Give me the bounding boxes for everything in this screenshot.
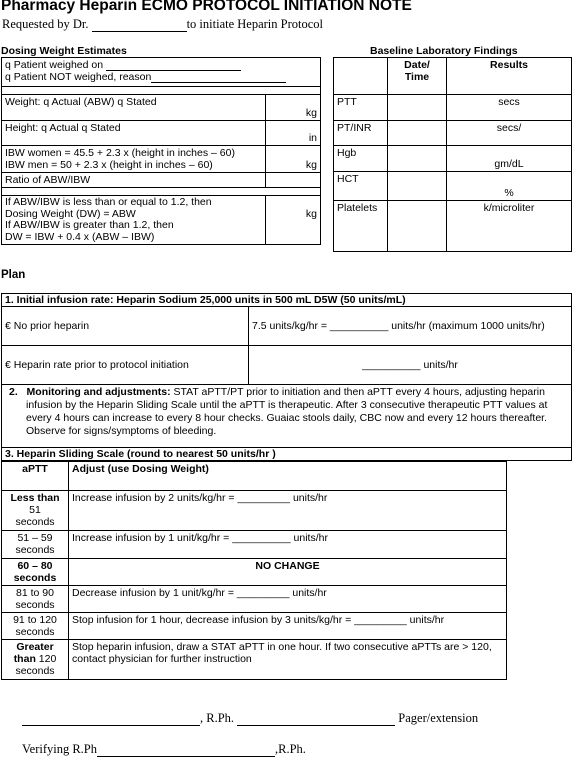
weight-unit: kg	[305, 107, 317, 119]
scale-aptt-cell: 81 to 90 seconds	[2, 586, 69, 613]
lab-name-ptinr: PT/INR	[334, 121, 388, 146]
sliding-scale-title: 3. Heparin Sliding Scale (round to nearest 50 units/hr )	[2, 448, 572, 461]
scale-adjust-cell[interactable]: Increase infusion by 2 units/kg/hr = _________ units/hr	[69, 491, 507, 531]
scale-adjust-cell[interactable]: Decrease infusion by 1 unit/kg/hr = _________ units/hr	[69, 586, 507, 613]
scale-adjust-cell: NO CHANGE	[69, 559, 507, 586]
initial-rate-title: 1. Initial infusion rate: Heparin Sodium 25,000 units in 500 mL D5W (50 units/mL)	[2, 294, 572, 307]
scale-aptt-cell: 60 – 80 seconds	[2, 559, 69, 586]
scale-adjust-header: Adjust (use Dosing Weight)	[69, 462, 507, 491]
ibw-women: IBW women = 45.5 + 2.3 x (height in inches – 60)	[5, 147, 235, 159]
ratio-field[interactable]	[266, 173, 321, 188]
lab-results-header: Results	[447, 58, 572, 95]
requested-by-label: Requested by Dr.	[2, 17, 89, 31]
ibw-field[interactable]	[266, 146, 321, 173]
plan-header: Plan	[1, 269, 26, 281]
lab-result-hgb[interactable]: gm/dL	[447, 146, 572, 172]
prior-heparin-rate[interactable]: __________ units/hr	[249, 346, 572, 385]
height-label: Height: q Actual q Stated	[2, 121, 266, 146]
scale-row	[2, 491, 507, 531]
plan-table	[1, 293, 572, 461]
verifying-label: Verifying R.Ph	[22, 742, 97, 756]
monitoring-title: Monitoring and adjustments:	[26, 386, 171, 398]
no-prior-heparin-option[interactable]: € No prior heparin	[2, 307, 249, 346]
scale-aptt-cell: 51 – 59 seconds	[2, 531, 69, 559]
requested-by-suffix: to initiate Heparin Protocol	[186, 17, 324, 31]
weighed-cell	[2, 58, 321, 87]
lab-result-hct[interactable]: %	[447, 172, 572, 201]
scale-aptt-header: aPTT	[2, 462, 69, 491]
ibw-unit: kg	[305, 159, 317, 171]
sliding-scale-table	[1, 461, 507, 680]
dosing-weight-header: Dosing Weight Estimates	[1, 45, 127, 57]
pager-label: Pager/extension	[398, 711, 479, 725]
lab-date-platelets[interactable]	[388, 201, 447, 252]
weight-label: Weight: q Actual (ABW) q Stated	[2, 95, 266, 121]
scale-adjust-cell[interactable]: Stop infusion for 1 hour, decrease infusion by 3 units/kg/hr = _________ units/hr	[69, 613, 507, 640]
pager-field[interactable]	[237, 713, 395, 726]
scale-aptt-cell: Less than 51 seconds	[2, 491, 69, 531]
no-prior-heparin-rate[interactable]: 7.5 units/kg/hr = __________ units/hr (maximum 1000 units/hr)	[249, 307, 572, 346]
monitoring-section	[2, 385, 572, 448]
scale-row	[2, 640, 507, 680]
rph-label: , R.Ph.	[200, 711, 235, 725]
lab-date-ptt[interactable]	[388, 95, 447, 121]
requested-by-line	[2, 17, 323, 32]
dosing-weight-table	[1, 57, 321, 245]
verifying-signature-line	[22, 742, 306, 757]
lab-name-ptt: PTT	[334, 95, 388, 121]
lab-date-header: Date/ Time	[388, 58, 447, 95]
weight-field[interactable]	[266, 95, 321, 121]
lab-date-hct[interactable]	[388, 172, 447, 201]
height-unit: in	[308, 132, 317, 144]
lab-name-hgb: Hgb	[334, 146, 388, 172]
not-weighed-checkbox[interactable]: q Patient NOT weighed, reason	[5, 71, 286, 83]
dosing-weight-field[interactable]	[266, 196, 321, 245]
monitoring-number: 2.	[9, 386, 18, 398]
height-field[interactable]	[266, 121, 321, 146]
scale-row	[2, 613, 507, 640]
lab-result-ptinr[interactable]: secs/	[447, 121, 572, 146]
ratio-label: Ratio of ABW/IBW	[2, 173, 266, 188]
baseline-lab-header: Baseline Laboratory Findings	[370, 45, 518, 57]
prior-heparin-option[interactable]: € Heparin rate prior to protocol initiation	[2, 346, 249, 385]
scale-row	[2, 531, 507, 559]
lab-name-platelets: Platelets	[334, 201, 388, 252]
scale-row	[2, 586, 507, 613]
pharmacist-signature-line	[22, 711, 478, 726]
verifying-suffix: ,R.Ph.	[275, 742, 306, 756]
baseline-lab-table	[333, 57, 572, 252]
ibw-formula	[2, 146, 266, 173]
scale-aptt-cell: Greater than 120 seconds	[2, 640, 69, 680]
dosing-weight-rules: If ABW/IBW is less than or equal to 1.2, then Dosing Weight (DW) = ABW If ABW/IBW is greater than 1.2, then DW = IBW + 0.4 x (ABW – IBW)	[2, 196, 266, 245]
doctor-name-field[interactable]	[92, 19, 187, 32]
dosing-weight-unit: kg	[305, 208, 317, 220]
scale-aptt-cell: 91 to 120 seconds	[2, 613, 69, 640]
lab-name-hct: HCT	[334, 172, 388, 201]
scale-adjust-cell[interactable]: Stop heparin infusion, draw a STAT aPTT in one hour. If two consecutive aPTTs are > 120, contact physician for further instruction	[69, 640, 507, 680]
monitoring-text: STAT aPTT/PT prior to initiation and then aPTT every 4 hours, adjusting heparin infusion by the Heparin Sliding Scale until the aPTT is therapeutic. After 3 consecutive therapeutic PTT values at every 4 hours can increase to every 8 hour checks. Guaiac stools daily, CBC now and every 12 hours thereafter. Observe for signs/symptoms of bleeding.	[26, 386, 548, 437]
lab-date-ptinr[interactable]	[388, 121, 447, 146]
lab-date-hgb[interactable]	[388, 146, 447, 172]
pharmacist-signature-field[interactable]	[22, 713, 200, 726]
lab-result-platelets[interactable]: k/microliter	[447, 201, 572, 252]
page-title: Pharmacy Heparin ECMO PROTOCOL INITIATION NOTE	[1, 0, 412, 14]
scale-row	[2, 559, 507, 586]
weighed-on-checkbox[interactable]: q Patient weighed on	[5, 59, 241, 71]
scale-adjust-cell[interactable]: Increase infusion by 1 unit/kg/hr = __________ units/hr	[69, 531, 507, 559]
lab-result-ptt[interactable]: secs	[447, 95, 572, 121]
ibw-men: IBW men = 50 + 2.3 x (height in inches – 60)	[5, 159, 213, 171]
verifying-signature-field[interactable]	[97, 744, 275, 757]
